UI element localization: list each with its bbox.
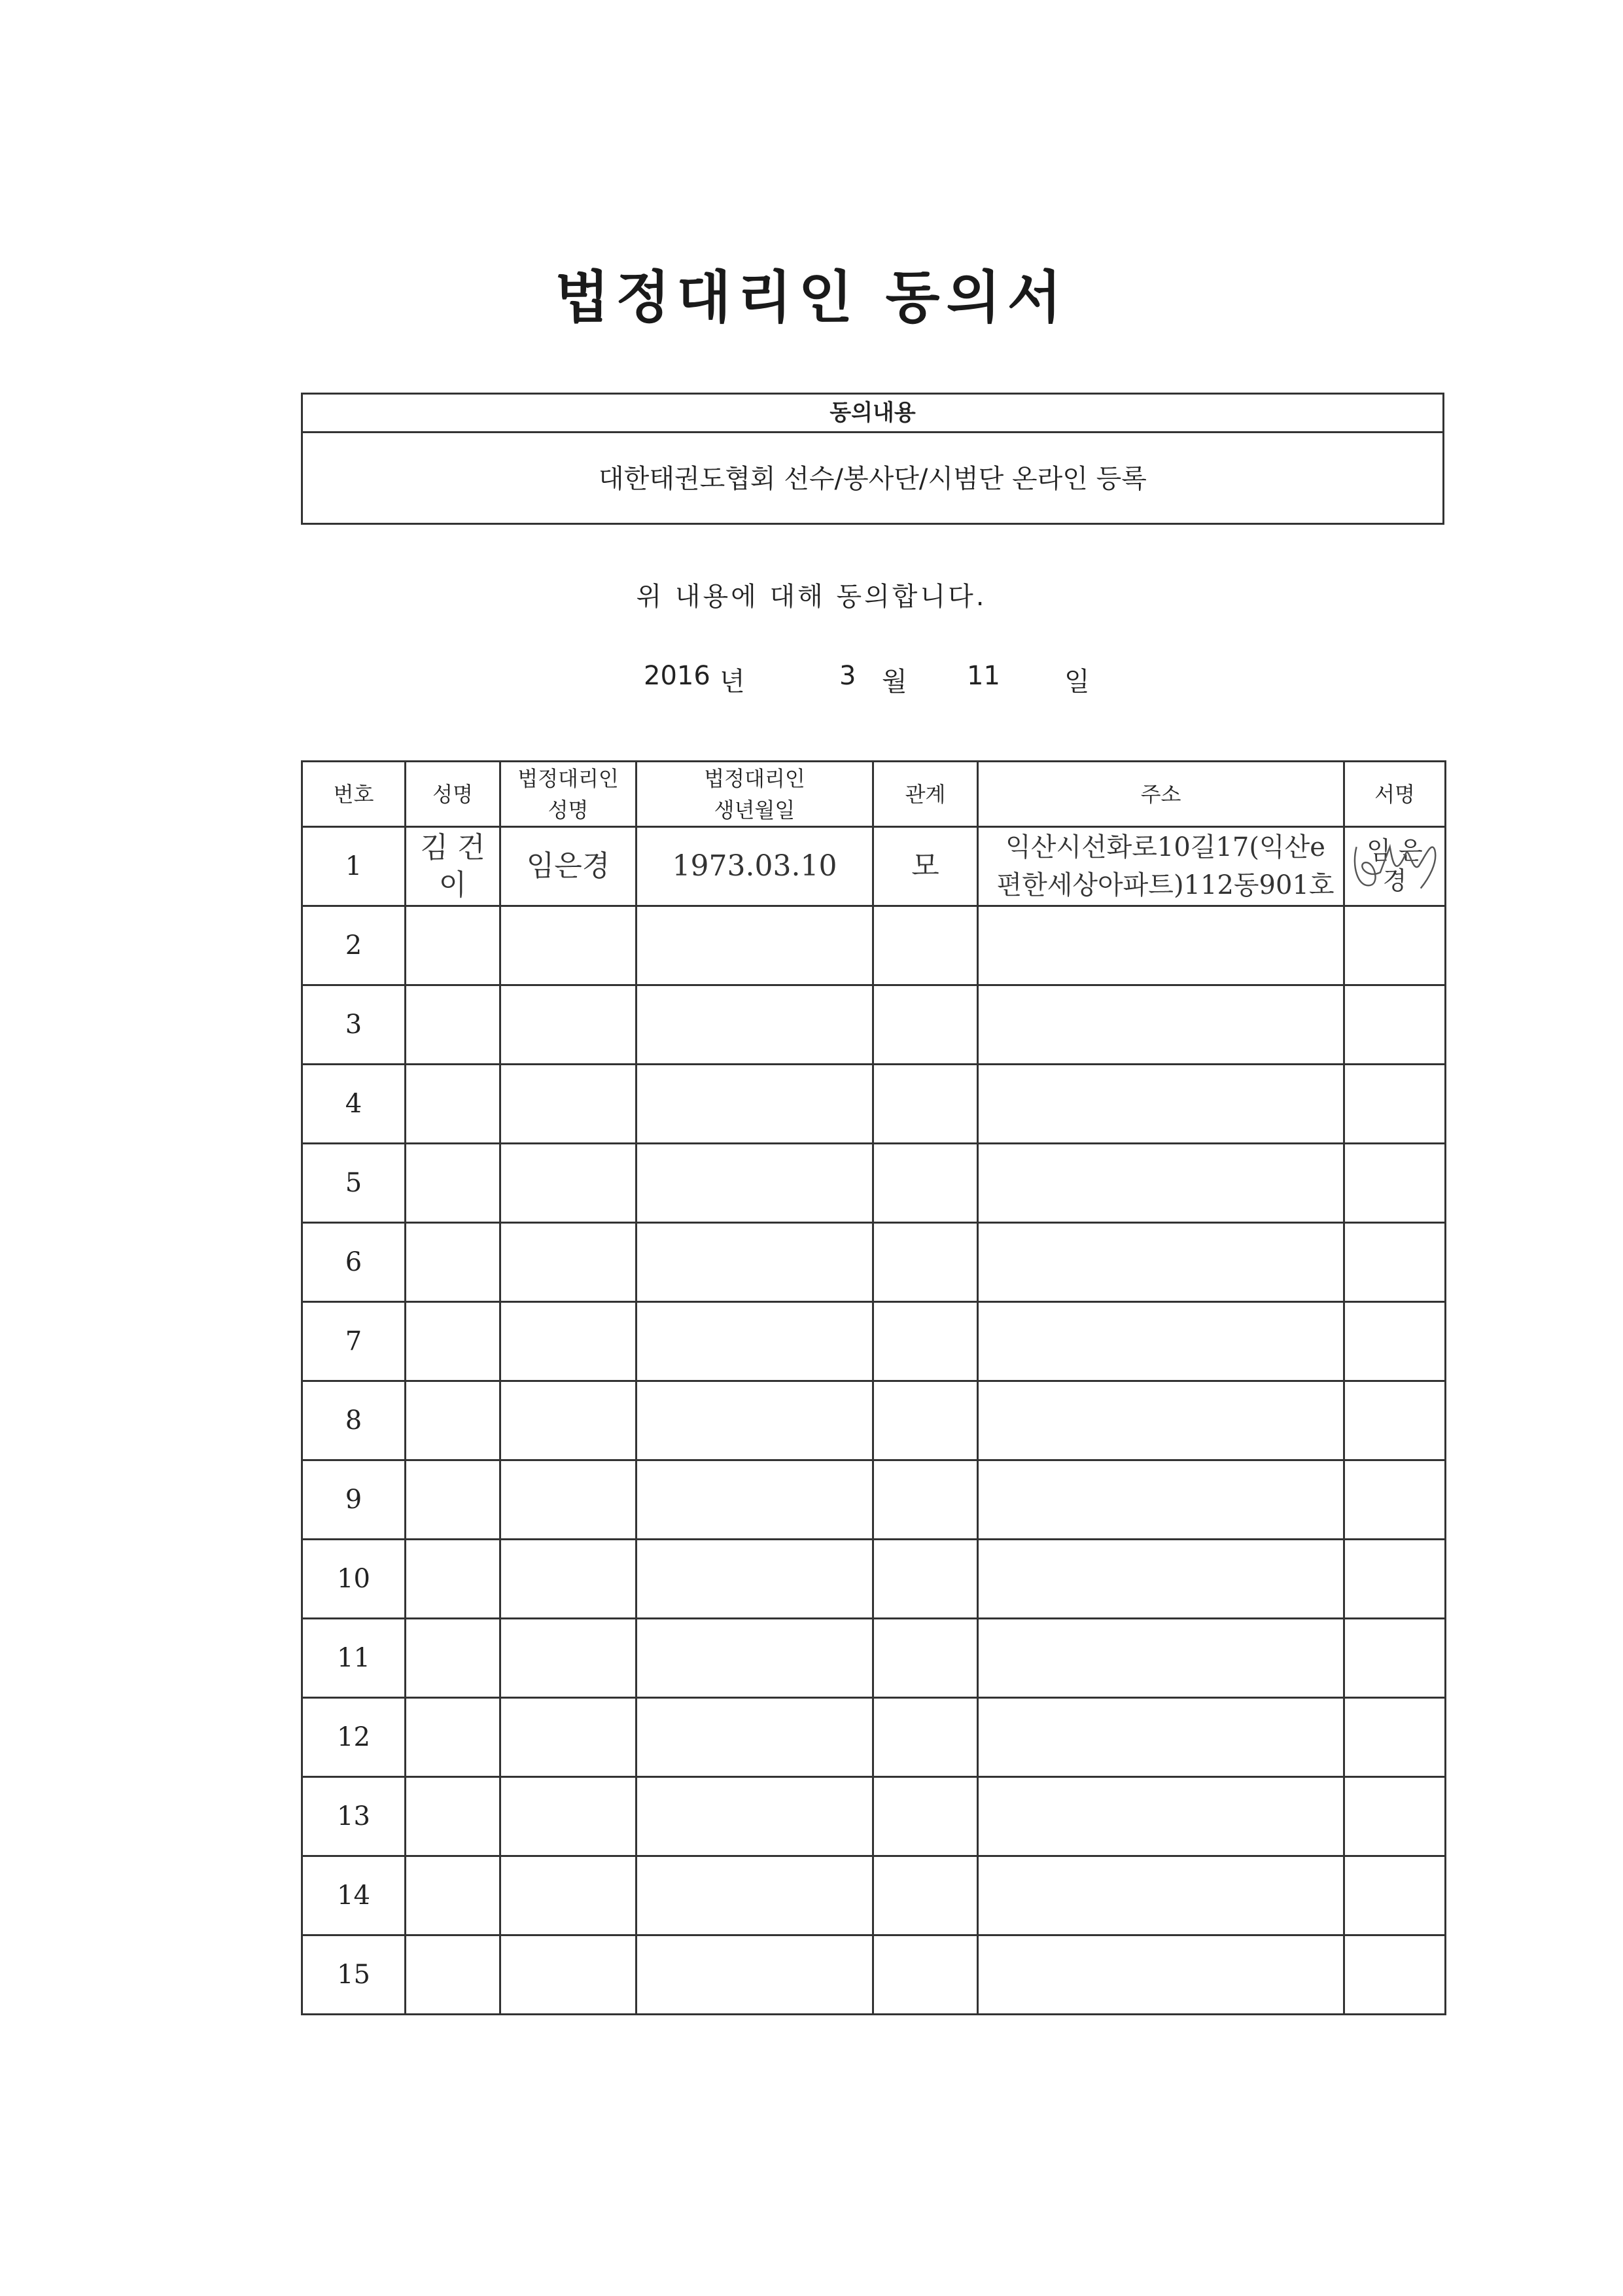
row-signature [1344,827,1446,906]
row-name [406,1856,500,1935]
row-name-line1: 김 건 [420,830,485,864]
row-name [406,1935,500,2015]
row-signature [1344,1540,1446,1619]
table-row [302,1144,1446,1223]
row-name [406,985,500,1065]
row-no: 3 [302,985,406,1065]
header-guardian-birth-line2: 생년월일 [714,797,795,822]
row-address [978,1065,1344,1144]
row-guardian-birth: 1973.03.10 [637,827,873,906]
row-guardian-birth [637,1777,873,1856]
row-guardian-name [500,1540,637,1619]
row-relation [873,1856,978,1935]
row-signature [1344,1619,1446,1698]
row-address-line2: 편한세상아파트)112동901호 [996,870,1335,900]
row-relation [873,1540,978,1619]
row-no: 6 [302,1223,406,1302]
consent-body: 대한태권도협회 선수/봉사단/시범단 온라인 등록 [599,464,1147,494]
row-guardian-name [500,985,637,1065]
row-name [406,1698,500,1777]
row-signature [1344,906,1446,985]
date-day-unit: 일 [1064,667,1090,697]
row-relation [873,1223,978,1302]
row-address [978,1381,1344,1460]
header-no: 번호 [302,762,406,827]
row-name [406,1223,500,1302]
row-guardian-birth [637,1381,873,1460]
row-relation [873,1619,978,1698]
row-signature [1344,1144,1446,1223]
row-relation [873,906,978,985]
row-guardian-birth [637,1540,873,1619]
row-name [406,906,500,985]
row-signature [1344,1935,1446,2015]
row-guardian-birth [637,1619,873,1698]
row-guardian-name [500,1777,637,1856]
header-name: 성명 [406,762,500,827]
row-relation [873,1302,978,1381]
row-no: 9 [302,1460,406,1540]
row-no: 2 [302,906,406,985]
row-guardian-name [500,1698,637,1777]
row-address-line1: 익산시선화로10길17(익산e [1005,832,1325,862]
row-guardian-name [500,1619,637,1698]
header-guardian-name-line2: 성명 [548,797,589,822]
date-day: 11 [967,661,1000,691]
row-guardian-name [500,1460,637,1540]
row-no: 12 [302,1698,406,1777]
row-relation [873,1935,978,2015]
header-guardian-birth-line1: 법정대리인 [704,766,805,791]
row-signature [1344,1381,1446,1460]
row-name [406,1065,500,1144]
row-no: 4 [302,1065,406,1144]
row-name [406,1381,500,1460]
table-row [302,1935,1446,2015]
row-address [978,1540,1344,1619]
row-guardian-birth [637,1144,873,1223]
row-guardian-name [500,1065,637,1144]
row-guardian-birth [637,1698,873,1777]
row-guardian-birth [637,1856,873,1935]
row-address [978,906,1344,985]
row-address [978,985,1344,1065]
date-year: 2016 [644,661,710,691]
row-name [406,1460,500,1540]
row-no: 8 [302,1381,406,1460]
row-guardian-birth [637,906,873,985]
row-name [406,1777,500,1856]
header-guardian-name-line1: 법정대리인 [517,766,619,791]
row-signature [1344,1223,1446,1302]
row-signature [1344,1698,1446,1777]
row-guardian-name: 임은경 [500,827,637,906]
date-year-unit: 년 [720,667,745,697]
row-relation [873,1460,978,1540]
row-guardian-birth [637,1460,873,1540]
row-guardian-birth [637,1935,873,2015]
header-guardian-name [500,762,637,827]
row-no: 11 [302,1619,406,1698]
row-name [406,1144,500,1223]
guardian-table [301,760,1446,2015]
header-signature: 서명 [1344,762,1446,827]
row-signature-line2: 경 [1382,866,1407,895]
row-name [406,1540,500,1619]
row-relation [873,1144,978,1223]
row-signature-line1: 임 은 [1367,836,1423,866]
consent-box [301,393,1444,525]
row-no: 7 [302,1302,406,1381]
row-guardian-birth [637,1302,873,1381]
date-month-unit: 월 [882,667,907,697]
row-no: 1 [302,827,406,906]
row-address [978,827,1344,906]
row-signature [1344,1065,1446,1144]
row-guardian-name [500,1302,637,1381]
row-guardian-name [500,1935,637,2015]
table-row [302,1381,1446,1460]
table-row [302,985,1446,1065]
table-row [302,1540,1446,1619]
row-name [406,1302,500,1381]
row-address [978,1698,1344,1777]
header-guardian-birth [637,762,873,827]
table-header-row [302,762,1446,827]
row-guardian-name [500,1144,637,1223]
row-relation [873,1381,978,1460]
row-relation [873,1777,978,1856]
date-month: 3 [839,661,856,691]
row-address [978,1935,1344,2015]
agree-statement: 위 내용에 대해 동의합니다. [636,582,987,612]
row-relation [873,1698,978,1777]
row-signature [1344,1460,1446,1540]
document-title: 법정대리인 동의서 [555,265,1068,330]
table-row [302,1302,1446,1381]
header-relation: 관계 [873,762,978,827]
row-signature [1344,1302,1446,1381]
row-address [978,1856,1344,1935]
row-address [978,1460,1344,1540]
row-signature [1344,1777,1446,1856]
row-name-line2: 이 [438,868,467,902]
table-row [302,827,1446,906]
row-guardian-birth [637,985,873,1065]
header-address: 주소 [978,762,1344,827]
row-address [978,1144,1344,1223]
row-guardian-birth [637,1223,873,1302]
row-name [406,827,500,906]
table-row [302,1856,1446,1935]
row-no: 5 [302,1144,406,1223]
row-relation [873,985,978,1065]
row-signature [1344,985,1446,1065]
row-no: 10 [302,1540,406,1619]
row-guardian-name [500,906,637,985]
row-no: 13 [302,1777,406,1856]
table-row [302,906,1446,985]
row-relation: 모 [873,827,978,906]
row-address [978,1619,1344,1698]
table-row [302,1698,1446,1777]
table-row [302,1223,1446,1302]
table-row [302,1619,1446,1698]
row-no: 14 [302,1856,406,1935]
row-no: 15 [302,1935,406,2015]
row-address [978,1777,1344,1856]
row-guardian-name [500,1223,637,1302]
row-address [978,1302,1344,1381]
consent-header: 동의내용 [303,395,1442,433]
table-row [302,1460,1446,1540]
row-signature [1344,1856,1446,1935]
row-address [978,1223,1344,1302]
row-name [406,1619,500,1698]
table-row [302,1065,1446,1144]
table-row [302,1777,1446,1856]
row-guardian-name [500,1856,637,1935]
handwritten-signature-icon [1345,828,1444,905]
row-guardian-name [500,1381,637,1460]
row-relation [873,1065,978,1144]
row-guardian-birth [637,1065,873,1144]
